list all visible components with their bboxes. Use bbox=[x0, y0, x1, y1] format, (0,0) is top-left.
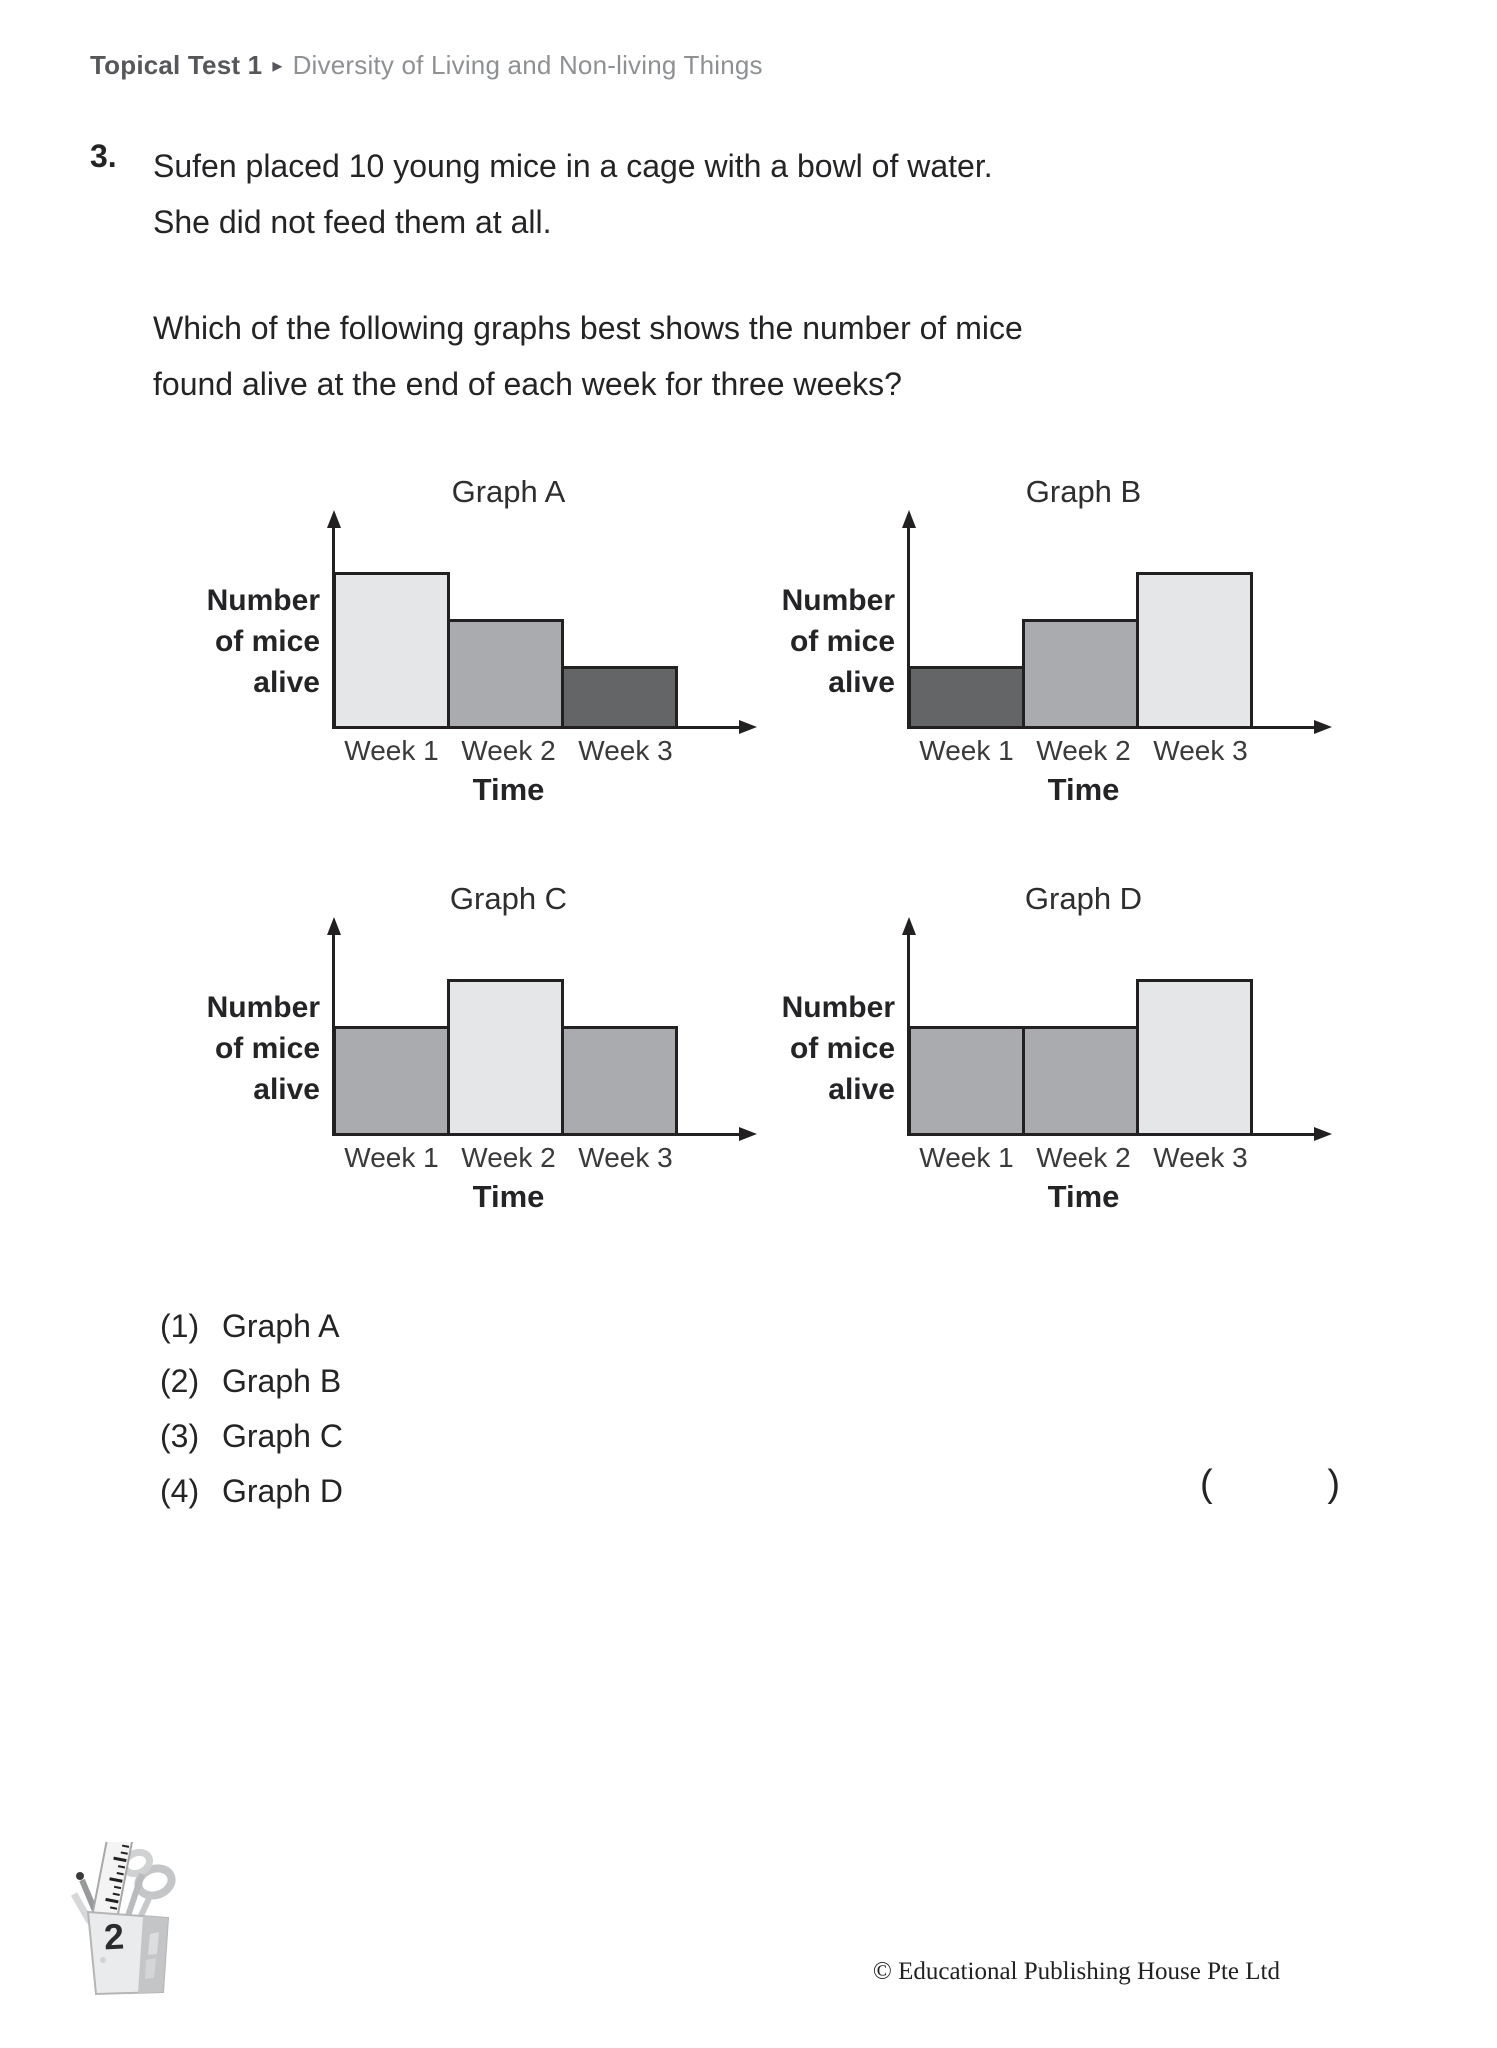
bar-week-2 bbox=[1022, 619, 1139, 729]
bar-week-1 bbox=[908, 666, 1025, 729]
graph-c-bars bbox=[333, 979, 678, 1136]
header-topic-title: Diversity of Living and Non-living Things bbox=[292, 50, 763, 80]
answer-blank bbox=[1200, 1463, 1340, 1506]
option-4-label: Graph D bbox=[222, 1473, 343, 1509]
bar-week-2 bbox=[447, 979, 564, 1136]
graph-a-tick-labels: Week 1 Week 2 Week 3 bbox=[344, 735, 673, 766]
option-4 bbox=[160, 1473, 343, 1528]
header-test-title: Topical Test 1 bbox=[90, 50, 263, 80]
bar-week-2 bbox=[1022, 1026, 1139, 1136]
graph-c-y-axis-label: Number of mice alive bbox=[206, 991, 320, 1106]
graph-a-bars bbox=[333, 572, 678, 729]
graph-b-x-axis-label: Time bbox=[1047, 772, 1120, 807]
answer-options bbox=[160, 1308, 343, 1528]
x-axis-arrow-icon bbox=[1314, 720, 1332, 734]
option-1-label: Graph A bbox=[222, 1308, 340, 1344]
bar-week-1 bbox=[908, 1026, 1025, 1136]
x-axis-line bbox=[333, 1133, 743, 1136]
option-2-number: (2) bbox=[160, 1363, 200, 1399]
option-4-number: (4) bbox=[160, 1473, 200, 1509]
stationery-cup-graphic bbox=[58, 1842, 198, 2007]
graph-b-y-axis-label: Number of mice alive bbox=[781, 584, 895, 699]
graph-c-tick-labels: Week 1 Week 2 Week 3 bbox=[344, 1142, 673, 1173]
stationery-cup-icon bbox=[58, 1842, 198, 2007]
graph-d-figure bbox=[725, 877, 1355, 1217]
question-number: 3. bbox=[90, 138, 117, 174]
graph-c-title: Graph C bbox=[449, 881, 568, 916]
option-1-number: (1) bbox=[160, 1308, 200, 1344]
graph-b-title: Graph B bbox=[1025, 474, 1142, 509]
graph-d-tick-labels: Week 1 Week 2 Week 3 bbox=[919, 1142, 1248, 1173]
header-arrow-icon: ▸ bbox=[272, 55, 283, 77]
graph-c-x-axis-label: Time bbox=[472, 1179, 545, 1214]
bar-week-1 bbox=[333, 1026, 450, 1136]
question-paragraph-1: Sufen placed 10 young mice in a cage with a bowl of water. She did not feed them at all. bbox=[153, 148, 993, 240]
graph-b-figure bbox=[725, 470, 1355, 810]
graph-d-bars bbox=[908, 979, 1253, 1136]
answer-bracket-close: ) bbox=[1327, 1463, 1340, 1505]
question-paragraph-2: Which of the following graphs best shows the number of mice found alive at the end of each week for three weeks? bbox=[153, 310, 1023, 402]
graph-a-x-axis-label: Time bbox=[472, 772, 545, 807]
graph-d-title: Graph D bbox=[1024, 881, 1143, 916]
page-number: 2 bbox=[102, 1915, 126, 1958]
bar-week-3 bbox=[1136, 979, 1253, 1136]
bar-week-3 bbox=[561, 666, 678, 729]
x-axis-line bbox=[333, 726, 743, 729]
page-header bbox=[90, 50, 763, 81]
bar-week-3 bbox=[561, 1026, 678, 1136]
bar-week-2 bbox=[447, 619, 564, 729]
x-axis-line bbox=[908, 726, 1318, 729]
graph-a-figure bbox=[150, 470, 780, 810]
x-axis-line bbox=[908, 1133, 1318, 1136]
option-1 bbox=[160, 1308, 343, 1363]
graph-b-bars bbox=[908, 572, 1253, 729]
option-2 bbox=[160, 1363, 343, 1418]
option-3 bbox=[160, 1418, 343, 1473]
graph-c-figure bbox=[150, 877, 780, 1217]
option-3-label: Graph C bbox=[222, 1418, 343, 1454]
bar-week-1 bbox=[333, 572, 450, 729]
graph-a-title: Graph A bbox=[451, 474, 566, 509]
graph-a-y-axis-label: Number of mice alive bbox=[206, 584, 320, 699]
x-axis-arrow-icon bbox=[1314, 1127, 1332, 1141]
graph-d-x-axis-label: Time bbox=[1047, 1179, 1120, 1214]
option-3-number: (3) bbox=[160, 1418, 200, 1454]
graph-d-y-axis-label: Number of mice alive bbox=[781, 991, 895, 1106]
bar-week-3 bbox=[1136, 572, 1253, 729]
answer-bracket-open: ( bbox=[1200, 1463, 1213, 1505]
copyright-notice: © Educational Publishing House Pte Ltd bbox=[872, 1958, 1280, 1985]
graph-b-tick-labels: Week 1 Week 2 Week 3 bbox=[919, 735, 1248, 766]
option-2-label: Graph B bbox=[222, 1363, 342, 1399]
